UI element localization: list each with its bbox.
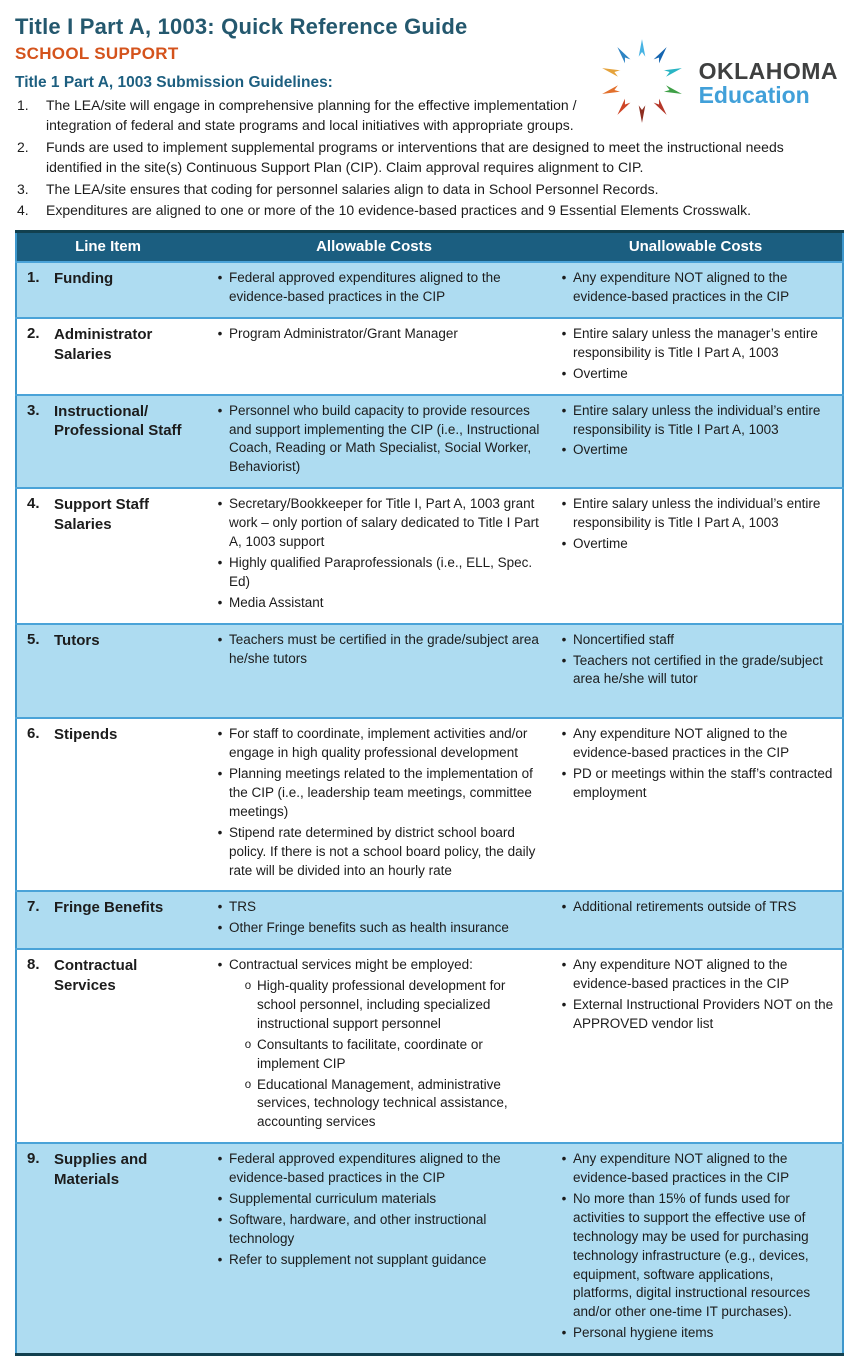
bullet-item <box>211 898 543 917</box>
allowable-costs-cell <box>199 318 549 395</box>
bullet-item <box>211 956 543 975</box>
unallowable-costs-cell <box>549 488 843 623</box>
bullet-item <box>211 765 543 822</box>
bullet-icon <box>555 441 573 460</box>
bullet-text: Overtime <box>573 365 628 381</box>
bullet-icon <box>211 725 229 763</box>
costs-table-header <box>16 232 843 263</box>
line-item-cell <box>16 949 199 1143</box>
unallowable-costs-cell <box>549 395 843 489</box>
bullet-text: Federal approved expenditures aligned to the evidence-based practices in the CIP <box>229 270 501 305</box>
bullet-item <box>555 365 836 384</box>
bullet-icon <box>211 898 229 917</box>
bullet-text: Any expenditure NOT aligned to the evidence-based practices in the CIP <box>573 1151 790 1186</box>
line-item-number: 9. <box>27 1150 40 1168</box>
line-item-number: 2. <box>27 325 40 343</box>
line-item-cell <box>16 488 199 623</box>
bullet-item <box>555 652 836 690</box>
bullet-text: Software, hardware, and other instructional technology <box>229 1211 487 1246</box>
bullet-icon <box>211 402 229 478</box>
line-item-cell <box>16 718 199 891</box>
bullet-icon <box>555 325 573 363</box>
bullet-item <box>239 977 543 1034</box>
bullet-item <box>555 1324 836 1343</box>
bullet-text: Any expenditure NOT aligned to the evidence-based practices in the CIP <box>573 270 790 305</box>
allowable-costs-cell <box>199 262 549 318</box>
line-item-name: Fringe Benefits <box>54 899 164 917</box>
guideline-number: 3. <box>17 180 29 197</box>
guideline-number: 4. <box>17 202 29 219</box>
unallowable-costs-cell <box>549 262 843 318</box>
header-row <box>16 232 843 263</box>
line-item-name: Tutors <box>54 631 100 649</box>
logo-star-icon <box>591 30 693 137</box>
bullet-text: Personal hygiene items <box>573 1325 714 1341</box>
bullet-icon <box>211 765 229 822</box>
line-item-cell <box>16 395 199 489</box>
line-item-cell <box>16 262 199 318</box>
bullet-text: Teachers not certified in the grade/subject area he/she will tutor <box>573 652 823 687</box>
bullet-icon <box>211 631 229 669</box>
bullet-icon <box>555 996 573 1034</box>
bullet-text: Entire salary unless the individual’s entire responsibility is Title I Part A, 1003 <box>573 402 821 437</box>
bullet-icon <box>211 495 229 552</box>
bullet-text: Other Fringe benefits such as health insurance <box>229 920 509 936</box>
bullet-item <box>211 594 543 613</box>
bullet-icon <box>211 269 229 307</box>
bullet-icon <box>211 1211 229 1249</box>
table-row <box>16 624 843 719</box>
oklahoma-education-logo <box>591 30 838 137</box>
line-item-cell <box>16 624 199 719</box>
guideline-text: Funds are used to implement supplemental programs or interventions that are designed to meet the instructional needs identified in the site(s) Continuous Support Plan (CIP). Claim approval requires alignment to CIP. <box>46 138 784 175</box>
bullet-icon <box>211 325 229 344</box>
bullet-icon <box>211 1150 229 1188</box>
bullet-text: External Instructional Providers NOT on the APPROVED vendor list <box>573 996 834 1031</box>
guidelines-heading: Title 1 Part A, 1003 Submission Guidelines: <box>15 74 333 91</box>
table-row <box>16 891 843 949</box>
line-item-name: Instructional/ Professional Staff <box>54 402 182 440</box>
bullet-icon <box>555 495 573 533</box>
bullet-text: Refer to supplement not supplant guidance <box>229 1251 487 1267</box>
bullet-text: Supplemental curriculum materials <box>229 1190 437 1206</box>
line-item-number: 3. <box>27 401 40 419</box>
bullet-item <box>211 495 543 552</box>
bullet-icon <box>555 1190 573 1322</box>
bullet-text: Entire salary unless the individual’s entire responsibility is Title I Part A, 1003 <box>573 496 821 531</box>
unallowable-costs-cell <box>549 949 843 1143</box>
bullet-text: Media Assistant <box>229 594 324 610</box>
table-row <box>16 949 843 1143</box>
table-row <box>16 395 843 489</box>
bullet-icon <box>555 1150 573 1188</box>
bullet-text: TRS <box>229 899 256 915</box>
allowable-costs-cell <box>199 891 549 949</box>
bullet-item <box>555 956 836 994</box>
unallowable-costs-cell <box>549 891 843 949</box>
line-item-cell <box>16 891 199 949</box>
line-item-number: 8. <box>27 956 40 974</box>
bullet-text: No more than 15% of funds used for activities to support the effective use of technology may be used for purchasing technology infrastructure (e.g., devices, equipment, software applications, platforms, digital instructional resources and/or other one-time IT purchases). <box>573 1190 811 1320</box>
bullet-icon <box>239 1036 257 1074</box>
line-item-name: Funding <box>54 270 114 288</box>
bullet-item <box>555 1150 836 1188</box>
bullet-item <box>211 269 543 307</box>
bullet-item <box>555 269 836 307</box>
allowable-costs-cell <box>199 624 549 719</box>
bullet-text: Personnel who build capacity to provide resources and support implementing the CIP (i.e., Instructional Coach, Reading or Math Specialist, Social Worker, Behaviorist) <box>229 402 540 475</box>
bullet-item <box>211 325 543 344</box>
bullet-text: Educational Management, administrative services, technology technical assistance, accounting services <box>257 1076 508 1130</box>
bullet-item <box>211 554 543 592</box>
line-item-name: Supplies and Materials <box>54 1151 148 1188</box>
line-item-cell <box>16 1143 199 1354</box>
bullet-text: PD or meetings within the staff’s contracted employment <box>573 766 833 800</box>
bullet-item <box>555 996 836 1034</box>
allowable-costs-cell <box>199 949 549 1143</box>
line-item-number: 5. <box>27 630 40 648</box>
allowable-costs-cell <box>199 395 549 489</box>
bullet-item <box>239 1036 543 1074</box>
bullet-item <box>555 495 836 533</box>
line-item-name: Administrator Salaries <box>54 326 153 363</box>
column-header-allowable: Allowable Costs <box>199 232 549 263</box>
bullet-text: Highly qualified Paraprofessionals (i.e., ELL, Spec. Ed) <box>229 554 533 589</box>
bullet-item <box>211 1150 543 1188</box>
page-title: Title I Part A, 1003: Quick Reference Guide <box>15 14 468 39</box>
document-header <box>15 14 840 221</box>
bullet-item <box>211 919 543 938</box>
bullet-icon <box>555 269 573 307</box>
bullet-icon <box>211 1190 229 1209</box>
bullet-text: Stipend rate determined by district school board policy. If there is not a school board policy, the daily rate will be divided into an hourly rate <box>229 824 536 878</box>
unallowable-costs-cell <box>549 718 843 891</box>
guideline-item <box>15 180 840 200</box>
guideline-text: The LEA/site ensures that coding for personnel salaries align to data in School Personnel Records. <box>46 180 659 197</box>
line-item-name: Support Staff Salaries <box>54 496 149 533</box>
bullet-icon <box>555 956 573 994</box>
bullet-item <box>211 1190 543 1209</box>
bullet-item <box>211 1251 543 1270</box>
logo-org-name: OKLAHOMA <box>698 58 838 85</box>
bullet-text: Secretary/Bookkeeper for Title I, Part A, 1003 grant work – only portion of salary dedicated to Title I Part A, 1003 support <box>229 496 539 550</box>
bullet-item <box>555 898 836 917</box>
bullet-icon <box>555 631 573 650</box>
allowable-costs-cell <box>199 718 549 891</box>
bullet-item <box>555 1190 836 1322</box>
bullet-icon <box>555 725 573 763</box>
table-row <box>16 318 843 395</box>
guideline-number: 1. <box>17 97 29 113</box>
bullet-icon <box>555 898 573 917</box>
allowable-costs-cell <box>199 1143 549 1354</box>
bullet-item <box>211 631 543 669</box>
guideline-item <box>15 201 840 221</box>
bullet-item <box>555 725 836 763</box>
bullet-icon <box>555 652 573 690</box>
line-item-number: 1. <box>27 269 40 287</box>
bullet-text: Overtime <box>573 442 628 458</box>
column-header-line-item: Line Item <box>16 232 199 263</box>
bullet-text: Program Administrator/Grant Manager <box>229 326 458 342</box>
line-item-number: 7. <box>27 898 40 916</box>
guideline-item <box>15 138 840 178</box>
guideline-number: 2. <box>17 138 29 155</box>
bullet-icon <box>555 365 573 384</box>
bullet-icon <box>211 554 229 592</box>
bullet-icon <box>211 919 229 938</box>
table-row <box>16 262 843 318</box>
bullet-item <box>211 402 543 478</box>
guideline-text: Expenditures are aligned to one or more of the 10 evidence-based practices and 9 Essential Elements Crosswalk. <box>46 202 752 219</box>
guideline-text: The LEA/site will engage in comprehensive planning for the effective implementation / integration of federal and state programs and local initiatives with appropriate groups. <box>46 97 577 133</box>
bullet-icon <box>239 977 257 1034</box>
bullet-icon <box>211 1251 229 1270</box>
bullet-text: Teachers must be certified in the grade/subject area he/she tutors <box>229 631 539 666</box>
bullet-text: High-quality professional development for school personnel, including specialized instructional support personnel <box>257 978 506 1031</box>
bullet-text: Additional retirements outside of TRS <box>573 899 797 915</box>
costs-table <box>15 230 844 1356</box>
allowable-costs-cell <box>199 488 549 623</box>
bullet-text: Entire salary unless the manager’s entire responsibility is Title I Part A, 1003 <box>573 326 818 360</box>
bullet-text: Federal approved expenditures aligned to the evidence-based practices in the CIP <box>229 1151 501 1186</box>
bullet-item <box>555 631 836 650</box>
bullet-item <box>211 1211 543 1249</box>
line-item-cell <box>16 318 199 395</box>
bullet-item <box>555 325 836 363</box>
page-subtitle: SCHOOL SUPPORT <box>15 44 179 63</box>
bullet-text: Any expenditure NOT aligned to the evidence-based practices in the CIP <box>573 726 790 761</box>
bullet-text: Contractual services might be employed: <box>229 957 473 973</box>
bullet-icon <box>239 1076 257 1133</box>
bullet-item <box>555 535 836 554</box>
bullet-icon <box>555 765 573 803</box>
line-item-name: Contractual Services <box>54 957 138 994</box>
bullet-text: For staff to coordinate, implement activities and/or engage in high quality professional development <box>229 726 528 761</box>
bullet-item <box>211 824 543 881</box>
bullet-text: Planning meetings related to the implementation of the CIP (i.e., leadership team meetings, committee meetings) <box>229 766 533 819</box>
bullet-text: Any expenditure NOT aligned to the evidence-based practices in the CIP <box>573 957 790 992</box>
unallowable-costs-cell <box>549 1143 843 1354</box>
costs-table-body <box>16 262 843 1354</box>
line-item-number: 4. <box>27 495 40 513</box>
table-row <box>16 718 843 891</box>
bullet-icon <box>211 594 229 613</box>
bullet-text: Consultants to facilitate, coordinate or implement CIP <box>257 1036 483 1071</box>
unallowable-costs-cell <box>549 624 843 719</box>
bullet-item <box>211 725 543 763</box>
bullet-text: Noncertified staff <box>573 631 675 647</box>
bullet-icon <box>555 535 573 554</box>
logo-dept-name: Education <box>698 81 810 108</box>
table-row <box>16 1143 843 1354</box>
bullet-item <box>555 765 836 803</box>
line-item-name: Stipends <box>54 726 118 744</box>
unallowable-costs-cell <box>549 318 843 395</box>
line-item-number: 6. <box>27 725 40 743</box>
logo-text <box>699 60 838 107</box>
bullet-icon <box>555 1324 573 1343</box>
bullet-icon <box>555 402 573 440</box>
table-row <box>16 488 843 623</box>
bullet-item <box>555 402 836 440</box>
bullet-item <box>555 441 836 460</box>
bullet-icon <box>211 824 229 881</box>
bullet-item <box>239 1076 543 1133</box>
bullet-icon <box>211 956 229 975</box>
bullet-text: Overtime <box>573 536 628 552</box>
column-header-unallowable: Unallowable Costs <box>549 232 843 263</box>
